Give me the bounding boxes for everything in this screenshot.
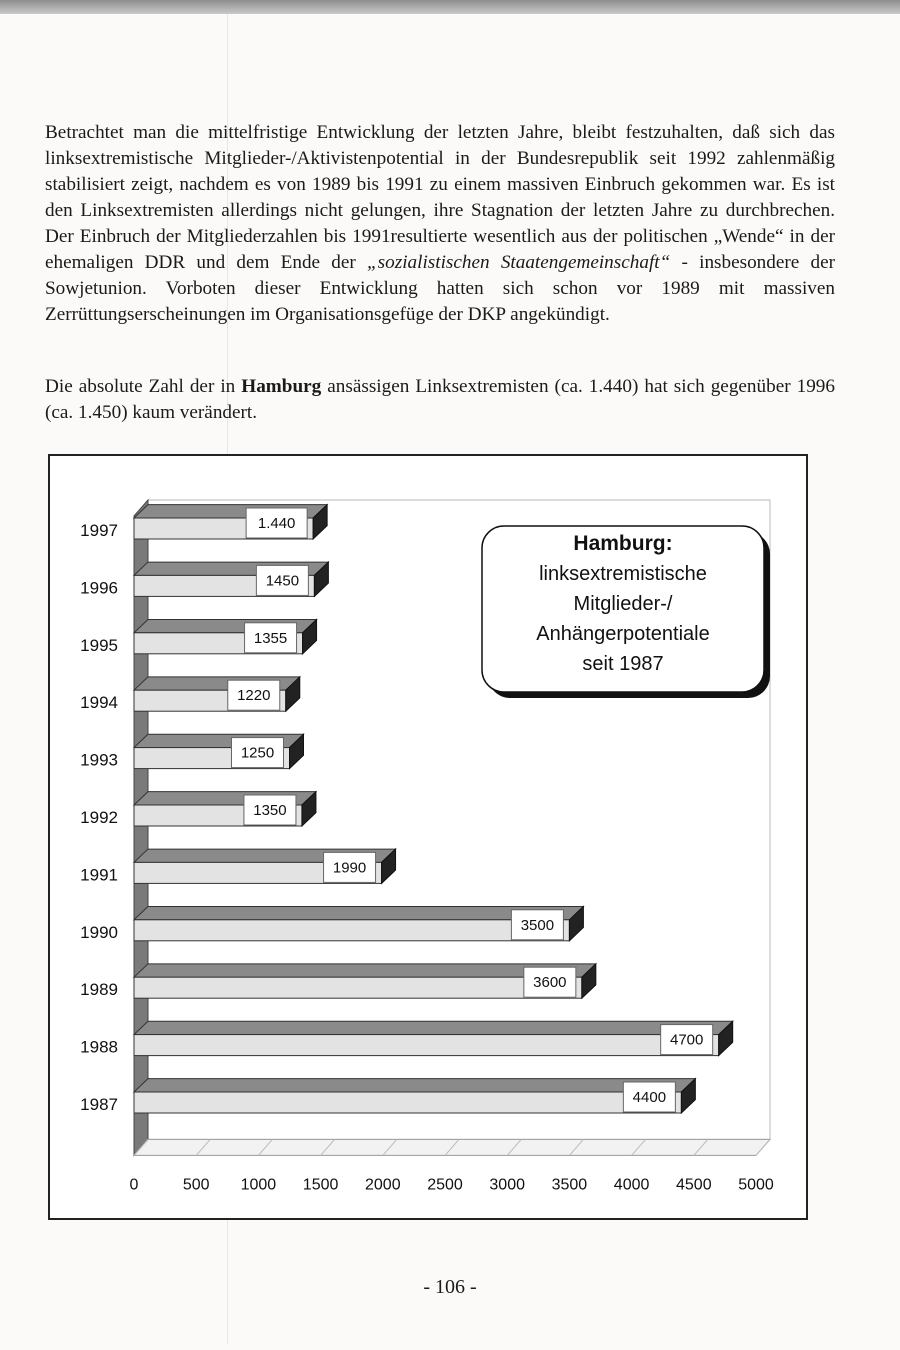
paragraph-2-text-a: Die absolute Zahl der in [45,376,242,397]
paragraph-1-emphasis: „sozialistischen Staatengemeinschaft“ [367,252,671,273]
bar-top-face [134,1021,733,1034]
category-label: 1997 [80,521,118,540]
category-label: 1991 [80,865,118,885]
body-paragraph-1 [45,120,835,328]
category-label: 1989 [80,980,118,1000]
bar-group-1989 [134,964,596,998]
page-number: - 106 - [423,1276,477,1298]
body-paragraph-2 [45,374,835,426]
chart-title-line: Anhängerpotentiale [536,623,710,645]
value-label: 3500 [520,916,555,934]
value-label: 1355 [253,629,288,647]
paragraph-1-text-a: Betrachtet man die mittelfristige Entwicklung der letzten Jahre, bleibt festzuhalten, daß sich das linksextremistische Mitglieder-/Aktivistenpotential in der Bundesrepublik seit 1992 zahlenmäßig stabilisiert zeigt, nachdem es von 1989 bis 1991 zu einem massiven Einbruch gekommen war. Es ist den Linksextremisten allerdings nicht gelungen, ihre Stagnation der letzten Jahre zu durchbrechen. Der Einbruch der Mitgliederzahlen bis 1991resultierte wesentlich aus der politischen „Wende“ in der ehemaligen DDR und dem Ende der [45,122,835,273]
value-label: 1990 [332,859,367,877]
value-label: 1220 [237,687,271,705]
bar-group-1993 [134,734,304,768]
bar-front-face [134,977,582,998]
category-label: 1990 [80,922,118,942]
chart-title-line: seit 1987 [582,653,664,675]
bar-group-1991 [134,849,396,883]
x-tick-label: 5000 [738,1176,774,1194]
bar-group-1994 [134,677,300,711]
bar-group-1997 [134,505,327,539]
category-label: 1987 [80,1095,118,1114]
bar-group-1988 [134,1021,733,1055]
bar-group-1996 [134,562,328,596]
paragraph-2-bold-city: Hamburg [241,376,322,397]
bar-front-face [134,1092,681,1113]
bar-group-1995 [134,619,317,653]
paragraph-1-text-b: - insbesondere der Sowjetunion. Vorboten dieser Entwicklung hatten sich schon vor 1989 mit massiven Zerrüttungserscheinungen im Organisationsgefüge der DKP angekündigt. [45,252,836,325]
x-tick-label: 0 [129,1176,139,1194]
value-label: 1350 [253,802,287,819]
category-label: 1988 [80,1037,118,1057]
bar-top-face [134,1079,695,1092]
category-label: 1992 [80,808,118,827]
chart-title-line: Mitglieder-/ [573,593,673,615]
bar-group-1987 [134,1079,695,1113]
value-label: 1250 [240,744,275,762]
category-label: 1994 [80,693,118,713]
x-tick-label: 4500 [676,1176,712,1194]
chart-frame [48,454,808,1220]
x-tick-label: 4000 [613,1176,650,1194]
value-label: 4400 [632,1089,667,1106]
chart-title-heading: Hamburg: [573,532,673,555]
category-label: 1993 [80,750,118,770]
chart-title-line: linksextremistische [539,563,707,585]
bar-front-face [134,920,569,941]
x-tick-label: 1500 [302,1176,339,1194]
paragraph-2-text-b: ansässigen Linksextremisten (ca. 1.440) hat sich gegenüber 1996 (ca. 1.450) kaum verändert. [45,376,835,423]
x-tick-label: 3500 [551,1176,588,1194]
category-label: 1995 [80,635,118,655]
bar-front-face [134,1035,719,1056]
x-tick-label: 2000 [365,1176,401,1194]
value-label: 3600 [533,974,567,992]
value-label: 1.440 [257,515,296,532]
chart-side-wall [134,500,148,1155]
bar-group-1990 [134,906,583,940]
value-label: 4700 [669,1031,704,1049]
x-tick-label: 2500 [427,1176,463,1194]
bar-group-1992 [134,792,316,826]
x-tick-label: 1000 [240,1176,277,1194]
scan-top-border [0,0,900,14]
x-tick-label: 500 [182,1176,210,1194]
x-tick-label: 3000 [489,1176,525,1194]
hamburg-bar-chart [50,456,806,1218]
category-label: 1996 [80,578,118,598]
value-label: 1450 [265,572,300,590]
